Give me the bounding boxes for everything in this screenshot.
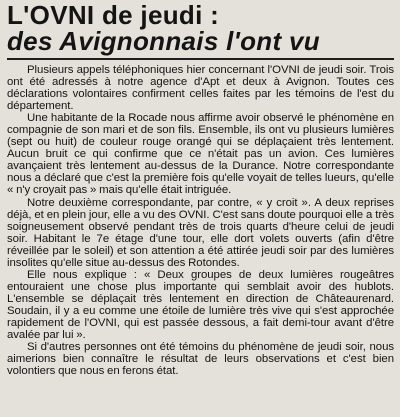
article-paragraph-4: Elle nous explique : « Deux groupes de deux lumières rougeâtres entouraient une chose plus importante qui semblait avoir des hublots. L'ensemble se déplaçait très lentement en direction de Châteaurenard. Soudain, il y a eu comme une étoile de lumière très vive qui s'est approchée rapidement de l'OVNI, qui est passée dessous, a fait demi-tour avant d'être avalée par lui ». [7, 268, 394, 342]
headline-line-2: des Avignonnais l'ont vu [7, 26, 320, 56]
article-paragraph-3: Notre deuxième correspondante, par contre, « y croit ». A deux reprises déjà, et en plein jour, elle a vu des OVNI. C'est sans doute pourquoi elle a très soigneusement observé pendant très de trois quarts d'heure celui de jeudi soir. Habitant le 7e étage d'une tour, elle dort volets ouverts (afin d'être réveillée par le soleil) et son attention a été attirée jeudi soir par des lumières insolites qu'elle situe au-dessus des Rotondes. [7, 196, 394, 269]
article-paragraph-1: Plusieurs appels téléphoniques hier concernant l'OVNI de jeudi soir. Trois ont été adressés à notre agence d'Apt et deux à Avignon. Toutes ces déclarations volontaires confirment celles faites par les témoins de l'est du département. [7, 64, 394, 113]
headline-rule [7, 58, 394, 60]
article-paragraph-2: Une habitante de la Rocade nous affirme avoir observé le phénomène en compagnie de son mari et de son fils. Ensemble, ils ont vu plusieurs lumières (sept ou huit) de couleur rouge orangé qui se déplaçaient très lentement. Aucun bruit ce qui confirme que ce n'était pas un avion. Ces lumières avançaient très lentement au-dessus de la Durance. Notre correspondante nous a déclaré que c'est la première fois qu'elle voyait de telles lueurs, qu'elle « n'y croyait pas » mais qu'elle était intriguée. [7, 112, 394, 197]
article-paragraph-5: Si d'autres personnes ont été témoins du phénomène de jeudi soir, nous aimerions bien connaître le résultat de leurs observations et c'est bien volontiers que nous en ferons état. [7, 341, 394, 378]
headline-line-1: L'OVNI de jeudi : [7, 0, 220, 30]
article-body [7, 64, 394, 377]
